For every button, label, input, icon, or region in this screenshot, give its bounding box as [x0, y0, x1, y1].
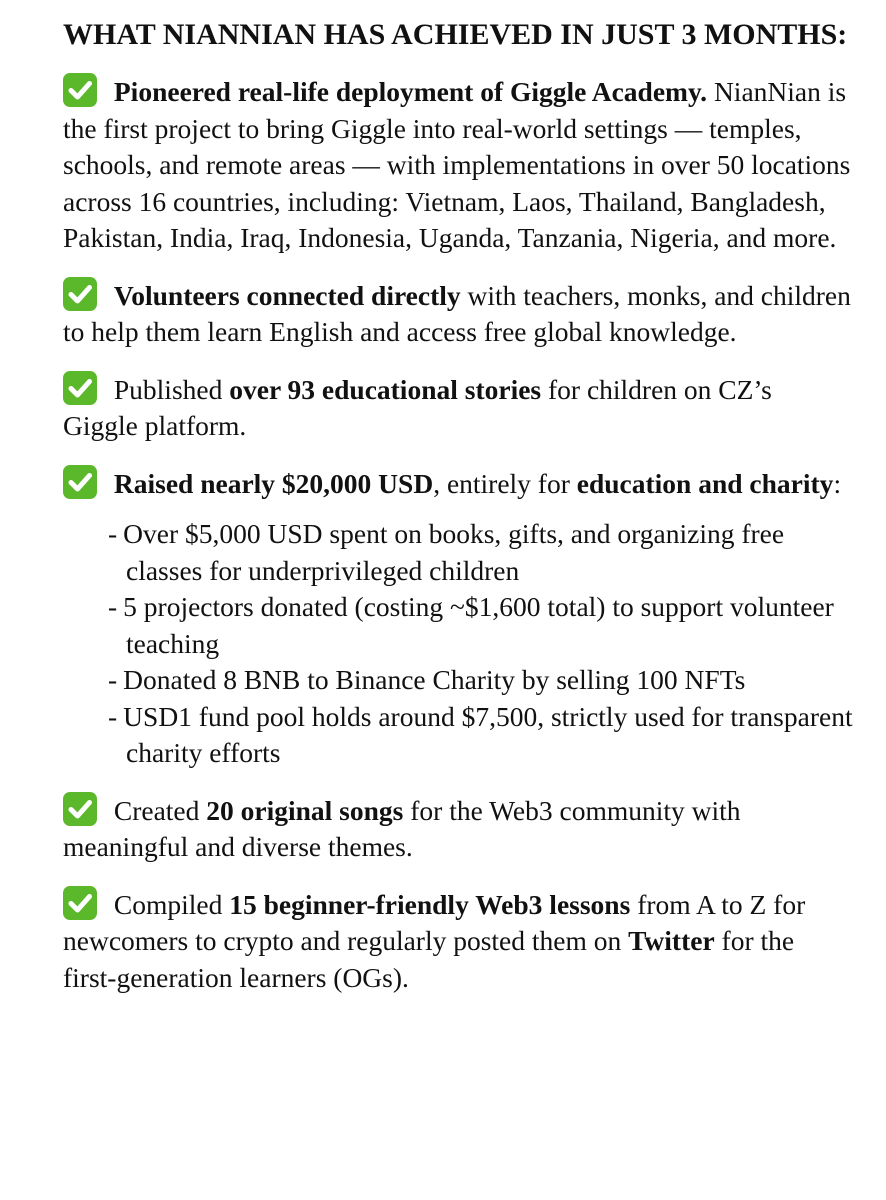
funds-breakdown-text: Donated 8 BNB to Binance Charity by selling 100 NFTs — [123, 664, 746, 695]
achievement-highlight: Pioneered real-life deployment of Giggle Academy. — [113, 76, 708, 107]
achievement-text: Created — [113, 794, 207, 826]
achievement-item — [63, 277, 853, 351]
achievement-text: for children on CZ’s Giggle platform. — [63, 373, 772, 441]
funds-breakdown-text: 5 projectors donated (costing ~$1,600 total) to support volunteer teaching — [123, 591, 834, 659]
funds-breakdown-item: - Donated 8 BNB to Binance Charity by selling 100 NFTs — [108, 664, 746, 695]
achievement-highlight: Volunteers connected directly — [113, 279, 461, 311]
achievement-item — [63, 886, 853, 997]
achievement-text: Published — [113, 373, 230, 405]
achievement-text: Compiled — [113, 888, 230, 920]
achievement-highlight: 15 beginner-friendly Web3 lessons — [229, 888, 631, 920]
check-mark-button-icon — [63, 371, 97, 405]
check-mark-button-icon — [63, 886, 97, 920]
achievement-highlight: over 93 educational stories — [229, 373, 542, 405]
check-mark-button-icon — [63, 465, 97, 499]
achievement-highlight: education and charity — [576, 467, 834, 499]
funds-breakdown-list — [95, 516, 853, 772]
achievement-text: from A to Z for newcomers to crypto and regularly posted them on — [63, 888, 806, 956]
achievement-text: with teachers, monks, and children to help them learn English and access free global knowledge. — [63, 279, 851, 347]
achievement-item — [63, 371, 853, 445]
funds-breakdown-item: - 5 projectors donated (costing ~$1,600 total) to support volunteer teaching — [108, 591, 834, 659]
funds-breakdown-text: USD1 fund pool holds around $7,500, strictly used for transparent charity efforts — [123, 700, 853, 768]
achievement-text: , entirely for — [433, 467, 577, 499]
page-title: WHAT NIANNIAN HAS ACHIEVED IN JUST 3 MONTHS: — [63, 18, 848, 51]
check-mark-button-icon — [63, 73, 97, 107]
achievement-item — [63, 465, 853, 503]
achievement-highlight: Twitter — [628, 925, 715, 956]
funds-breakdown-text: Over $5,000 USD spent on books, gifts, and organizing free classes for underprivileged children — [123, 518, 785, 586]
achievement-highlight: Raised nearly $20,000 USD — [113, 467, 434, 499]
achievement-item — [63, 73, 853, 257]
document — [63, 16, 853, 1016]
funds-breakdown-item: - Over $5,000 USD spent on books, gifts, and organizing free classes for underprivileged children — [108, 518, 785, 586]
achievement-highlight: 20 original songs — [206, 794, 404, 826]
achievement-text: NianNian is the first project to bring Giggle into real-world settings — temples, schools, and remote areas — with implementations in over 50 locations across 16 countries, including: Vietnam, Laos, Thailand, Bangladesh, Pakistan, India, Iraq, Indonesia, Uganda, Tanzania, Nigeria, and more. — [63, 76, 851, 253]
achievement-text: : — [833, 467, 842, 499]
achievements-list — [63, 73, 853, 502]
check-mark-button-icon — [63, 792, 97, 826]
achievements-list-continued — [63, 792, 853, 997]
achievement-text: for the Web3 community with meaningful and diverse themes. — [63, 794, 741, 862]
achievement-text: for the first-generation learners (OGs). — [63, 925, 795, 993]
funds-breakdown-item: - USD1 fund pool holds around $7,500, strictly used for transparent charity efforts — [108, 700, 853, 768]
check-mark-button-icon — [63, 277, 97, 311]
achievement-item — [63, 792, 853, 866]
